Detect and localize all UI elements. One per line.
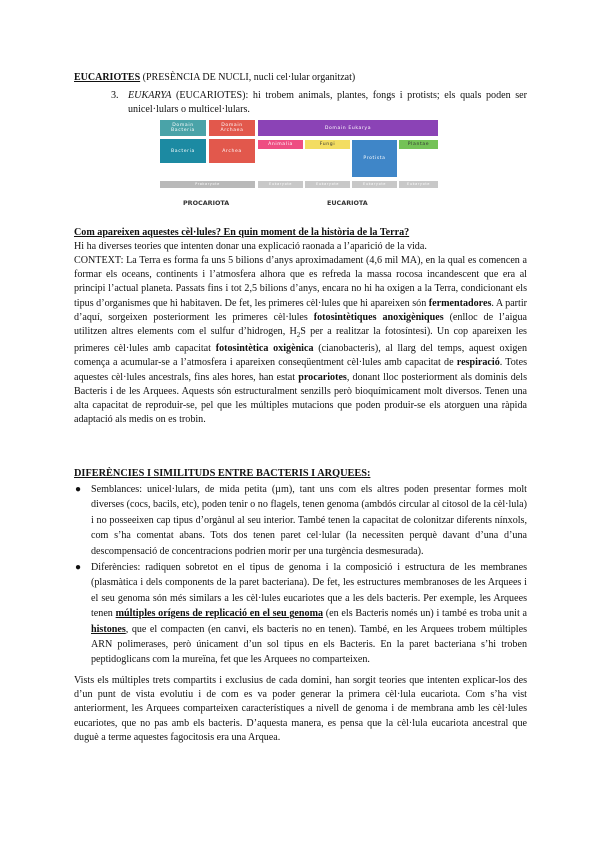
term-respiracio: respiració [456, 357, 500, 369]
origin-intro: Hi ha diverses teories que intenten donar una explicació raonada a l’aparició de la vida. [74, 241, 427, 252]
eucariotes-heading-line [74, 71, 527, 85]
term-anoxigeniques: fotosintètiques anoxigèniques [313, 311, 444, 323]
eukaryote-bar-1: Eukaryote [258, 181, 303, 188]
prokaryote-bar: Prokaryote [160, 181, 255, 188]
domain-archaea-box: Domain Archaea [209, 120, 255, 136]
eucariotes-heading-rest: (PRESÈNCIA DE NUCLI, nucli cel·lular organitzat) [142, 72, 356, 83]
eukarya-description: (EUCARIOTES): hi trobem animals, plantes, fongs i protists; els quals poden ser unicel·lulars o multicel·lulars. [128, 90, 527, 116]
domain-bacteria-box: Domain Bacteria [160, 120, 206, 136]
protista-box: Protista [352, 140, 397, 177]
domains-diagram [157, 117, 440, 221]
bacteria-box: Bacteria [160, 139, 206, 163]
term-multiples-origens: múltiples orígens de replicació en el seu genoma [115, 608, 324, 620]
eukarya-list-item [111, 89, 527, 117]
eucariota-caption: EUCARIOTA [327, 199, 368, 207]
procariota-caption: PROCARIOTA [183, 199, 230, 207]
eukaryote-bar-2: Eukaryote [305, 181, 350, 188]
eukarya-term: EUKARYA [128, 90, 172, 101]
fungi-box: Fungi [305, 140, 350, 149]
differences-heading: DIFERÈNCIES I SIMILITUDS ENTRE BACTERIS I ARQUEES: [74, 468, 371, 479]
animalia-box: Animalia [258, 140, 303, 149]
list-number: 3. [111, 90, 119, 101]
list-item-semblances: ● Semblances: unicel·lulars, de mida petita (µm), tant uns com els altres poden presentar formes molt diverses (cocs, bacils, etc), poden tenir o no flagels, tenen genoma (ambdós circular al citosol de la cèl·lula) i no posseeixen cap tipus d’orgànul al seu interior. També tenen la capacitat de colonitzar diferents nínxols, com s’ha comentat abans. Tots dos tenen paret cel·lular (la necessiten perquè davant d’una d’una descompensació de concentracions podrien morir per una turgència desmesurada). [75, 484, 527, 557]
eucariotes-heading: EUCARIOTES [74, 72, 141, 83]
term-histones: histones [91, 623, 126, 635]
closing-paragraph: Vists els múltiples trets compartits i exclusius de cada domini, han sorgit teories que intenten explicar-los des d’un punt de vista evolutiu i de com es va poder generar la primera cèl·lula eucariota. Com s’ha vist anteriorment, les Arquees comparteixen característiques a nivell de genoma i de membrana amb les cèl·lules eucariotes, que no pas amb els bacteris. D’aquesta manera, es pensa que la cèl·lula eucariota ancestral que duguè a terme aquestes fagocitosis era una Arquea. [74, 675, 527, 743]
term-oxigenica: fotosintètica oxigènica [215, 343, 314, 355]
domain-eukarya-box: Domain Eukarya [258, 120, 438, 136]
differences-list [74, 482, 527, 669]
context-paragraph: CONTEXT: La Terra es forma fa uns 5 bilions d’anys aproximadament (4,6 mil MA), en la qual es comencen a formar els oceans, continents i l’atmosfera alhora que es refreda la massa rocosa incandescent que era al principi l’actual planeta. Passats fins i tot 2,5 bilions d’anys, encara no hi ha oxigen a la Terra, condicionant els tipus d’organismes que hi habitaven. De fet, les primeres cèl·lules que hi apareixen són fermentadores. A partir d’aquí, sorgeixen posteriorment les primeres cèl·lules fotosintètiques anoxigèniques (enlloc de l’aigua utilitzen altres elements com el sulfur d’hidrogen, $H_2S$ per a realitzar la fotosíntesi). Un cop apareixen les primeres cèl·lules amb capacitat fotosintètica oxigènica (cianobacteris), al llarg del temps, aquest oxigen comença a acumular-se a l’atmosfera i apareixen conseqüentment cèl·lules amb capacitat de respiració. Totes aquestes cèl·lules ancestrals, fins ales hores, han estat procariotes, donant lloc posteriorment als dominis dels Bacteris i de les Arquees. Aquests són estructuralment senzills però bioquímicament molt diversos. Tenen una alta capacitat de reproduir-se, pel que les múltiples mutacions que poden produir-se els atorguen una ràpida adaptació als medis on es trobin. [74, 255, 528, 426]
term-procariotes: procariotes [298, 371, 347, 383]
list-item-diferencies: ● Diferències: radiquen sobretot en el tipus de genoma i la composició i estructura de les membranes (plasmàtica i dels components de la paret bacteriana). De fet, les estructures membranoses de les Arquees i el seu genoma són més similars a les cèl·lules eucariotes que a les dels bacteris. Per exemple, les Arquees tenen múltiples orígens de replicació en el seu genoma (en els Bacteris només un) i també es troba unit a histones, que el compacten (en canvi, els bacteris no en tenen). També, en les Arquees trobem múltiples ARN polimerases, però únicament d’un sol tipus en els Bacteris. En la paret bacteriana s’hi troben peptidoglicans com la mureïna, fet que les Arquees no comparteixen. [75, 562, 527, 666]
eukaryote-bar-3: Eukaryote [352, 181, 397, 188]
eukaryote-bar-4: Eukaryote [399, 181, 438, 188]
archea-box: Archea [209, 139, 255, 163]
plantae-box: Plantae [399, 140, 438, 149]
term-fermentadores: fermentadores [428, 297, 492, 309]
origin-question: Com apareixen aquestes cèl·lules? En quin moment de la història de la Terra? [74, 227, 410, 238]
